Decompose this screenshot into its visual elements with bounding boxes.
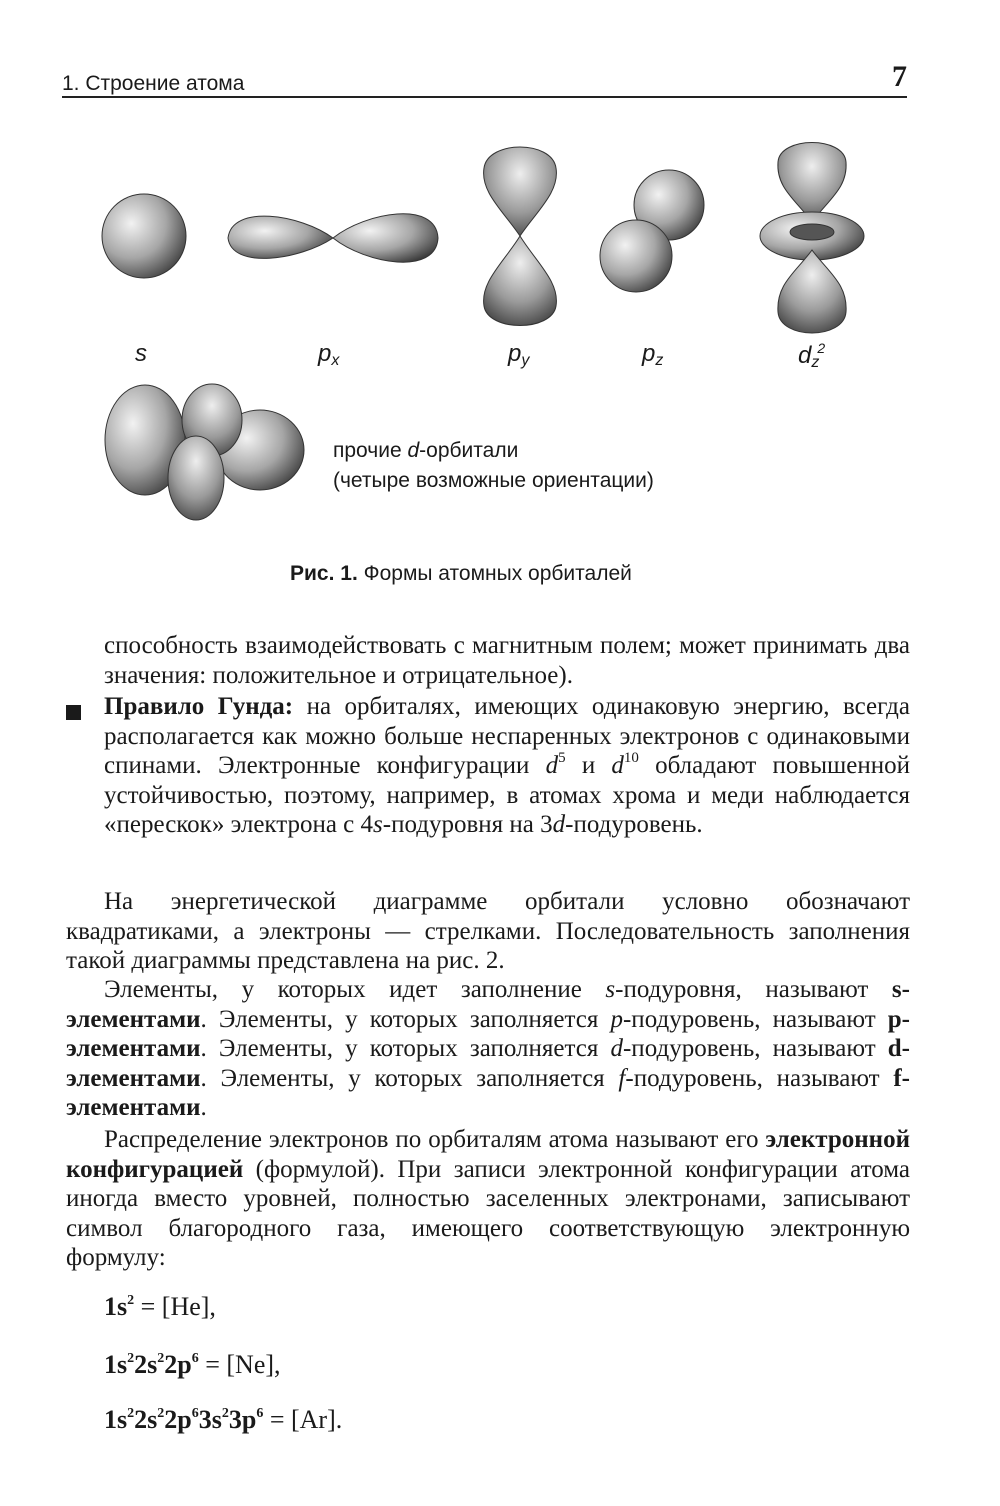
label-dz2: $d_z^2$ <box>798 340 826 371</box>
py-orbital-shape <box>484 147 557 326</box>
label-px: $p_x$ <box>318 340 340 369</box>
formula-neon: $1s^22s^22p^6 = [Ne]$, <box>104 1350 281 1379</box>
d-orbital-cloverleaf-shape <box>105 384 304 520</box>
label-s: s <box>135 340 147 367</box>
pz-orbital-shape <box>600 170 704 292</box>
dz2-orbital-shape <box>760 143 864 334</box>
formula-helium: $1s^2 = [He]$, <box>104 1292 216 1321</box>
chapter-title: 1. Строение атома <box>62 72 245 95</box>
orbital-illustrations <box>0 0 1000 600</box>
paragraph-magnetic: способность взаимодействовать с магнитным полем; может принимать два значения: положительное и отрицательное). <box>104 632 910 689</box>
paragraph-element-blocks: Элементы, у которых идет заполнение s-подуровня, называют s-элементами. Элементы, у которых заполняется p-подуровень, называют p-элементами. Элементы, у которых заполняется d-подуровень, называют d-элементами. Элементы, у которых заполняется f-подуровень, называют f-элементами. <box>66 976 911 1121</box>
bullet-square-icon <box>66 705 81 720</box>
formula-argon: $1s^22s^22p^63s^23p^6 = [Ar]$. <box>104 1405 343 1434</box>
label-py: $p_y$ <box>508 340 530 369</box>
orbital-figure <box>0 0 1000 600</box>
paragraph-electron-configuration: Распределение электронов по орбиталям атома называют его электронной конфигурацией (формулой). При записи электронной конфигурации атома иногда вместо уровней, полностью заселенных электронами, записывают символ благородного газа, имеющего соответствующую электронную формулу: <box>66 1126 910 1271</box>
hund-rule-paragraph: Правило Гунда: на орбиталях, имеющих одинаковую энергию, всегда располагается как можно больше неспаренных электронов с одинаковыми спинами. Электронные конфигурации $d^5$ и $d^{10}$ обладают повышенной устойчивостью, поэтому, например, в атомах хрома и меди наблюдается «перескок» электрона с 4s-подуровня на 3d-подуровень. <box>104 693 910 838</box>
label-pz: $p_z$ <box>642 340 664 369</box>
paragraph-energy-diagram: На энергетической диаграмме орбитали условно обозначают квадратиками, а электроны — стрелками. Последовательность заполнения такой диаграммы представлена на рис. 2. <box>66 888 910 974</box>
page-number: 7 <box>892 60 907 93</box>
px-orbital-shape <box>228 214 438 262</box>
s-orbital-shape <box>102 194 186 278</box>
other-d-orbitals-note: прочие d-орбитали (четыре возможные ориентации) <box>333 439 654 492</box>
figure-caption: Рис. 1. Формы атомных орбиталей <box>290 562 632 585</box>
